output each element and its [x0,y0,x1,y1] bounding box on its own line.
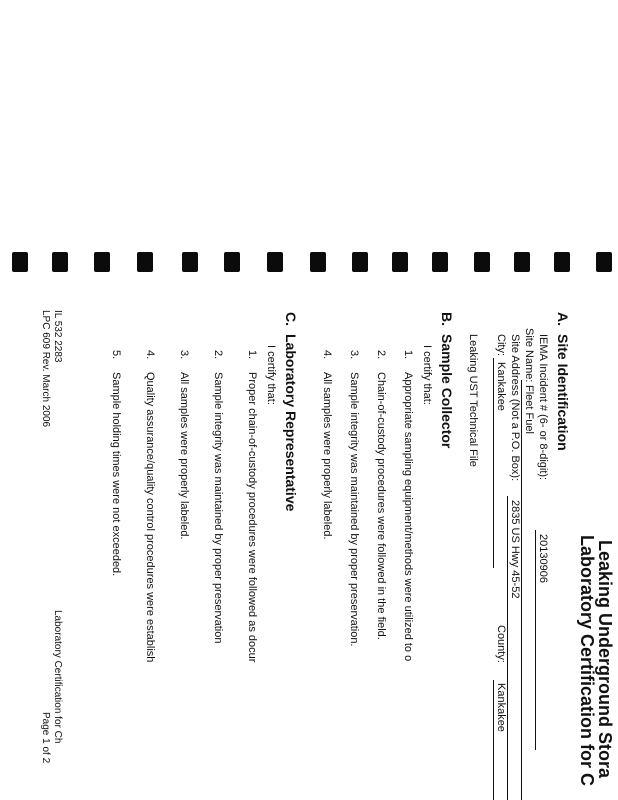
running-title: Laboratory Certification for Ch [52,610,63,744]
punch-hole [554,252,570,272]
list-item-number: 2. [375,350,387,360]
city-label: City: [495,334,507,356]
site-name-label: Site Name: [523,328,535,383]
document-title-line2: Laboratory Certification for C [577,535,597,787]
punch-hole [182,252,198,272]
punch-hole [267,252,283,272]
section-a-heading: Site Identification [555,334,571,451]
list-item-number: 4. [144,350,156,360]
city-value: Kankakee [495,362,507,411]
list-item-number: 1. [246,350,258,360]
section-b-heading: Sample Collector [439,334,455,449]
punch-hole [224,252,240,272]
punch-hole [596,252,612,272]
punch-hole [432,252,448,272]
punch-hole [12,252,28,272]
site-name-value: Fleet Fuel [523,385,535,434]
county-underline [493,680,494,800]
punch-hole [474,252,490,272]
technical-file-label: Leaking UST Technical File [467,334,479,467]
county-label: County: [495,625,507,663]
list-item-text: Sample holding times were not exceeded. [110,372,122,577]
list-item-text: Quality assurance/quality control procedures were establish [144,372,156,663]
punch-hole [94,252,110,272]
list-item-text: Chain-of-custody procedures were followed in the field. [375,372,387,640]
list-item-text: All samples were properly labeled. [178,372,190,540]
list-item-number: 2. [212,350,224,360]
section-b-letter: B. [439,312,455,326]
list-item-number: 3. [178,350,190,360]
iema-incident-label: IEMA Incident # (6- or 8-digit): [537,334,549,481]
punch-hole [310,252,326,272]
punch-hole [392,252,408,272]
list-item-text: Appropriate sampling equipment/methods were utilized to o [402,372,414,662]
form-id: IL 532 2283 [52,310,63,363]
list-item-number: 4. [321,350,333,360]
document-title-line1: Leaking Underground Stora [595,540,615,779]
section-c-heading: Laboratory Representative [283,334,299,512]
punch-hole [352,252,368,272]
iema-incident-value: 20130906 [537,534,549,583]
page-number: Page 1 of 2 [40,712,51,764]
list-item-text: Sample integrity was maintained by proper preservation [212,372,224,644]
section-c-letter: C. [283,312,299,326]
city-underline [493,358,494,568]
punch-hole [137,252,153,272]
site-address-value: 2835 US Hwy 45-52 [509,500,521,599]
section-a-letter: A. [555,312,571,326]
section-c-intro: I certify that: [265,345,277,405]
list-item-number: 5. [110,350,122,360]
site-address-label: Site Address (Not a P.O. Box): [509,334,521,482]
punch-hole [52,252,68,272]
list-item-number: 3. [348,350,360,360]
list-item-number: 1. [402,350,414,360]
county-value: Kankakee [495,683,507,732]
punch-hole [514,252,530,272]
section-b-intro: I certify that: [421,345,433,405]
site-address-underline [507,496,508,800]
list-item-text: Proper chain-of-custody procedures were followed as docur [246,372,258,663]
form-revision: LPC 609 Rev. March 2006 [40,310,51,428]
iema-incident-underline [535,530,536,750]
list-item-text: Sample integrity was maintained by proper preservation. [348,372,360,647]
list-item-text: All samples were properly labeled. [321,372,333,540]
site-name-underline [521,380,522,800]
